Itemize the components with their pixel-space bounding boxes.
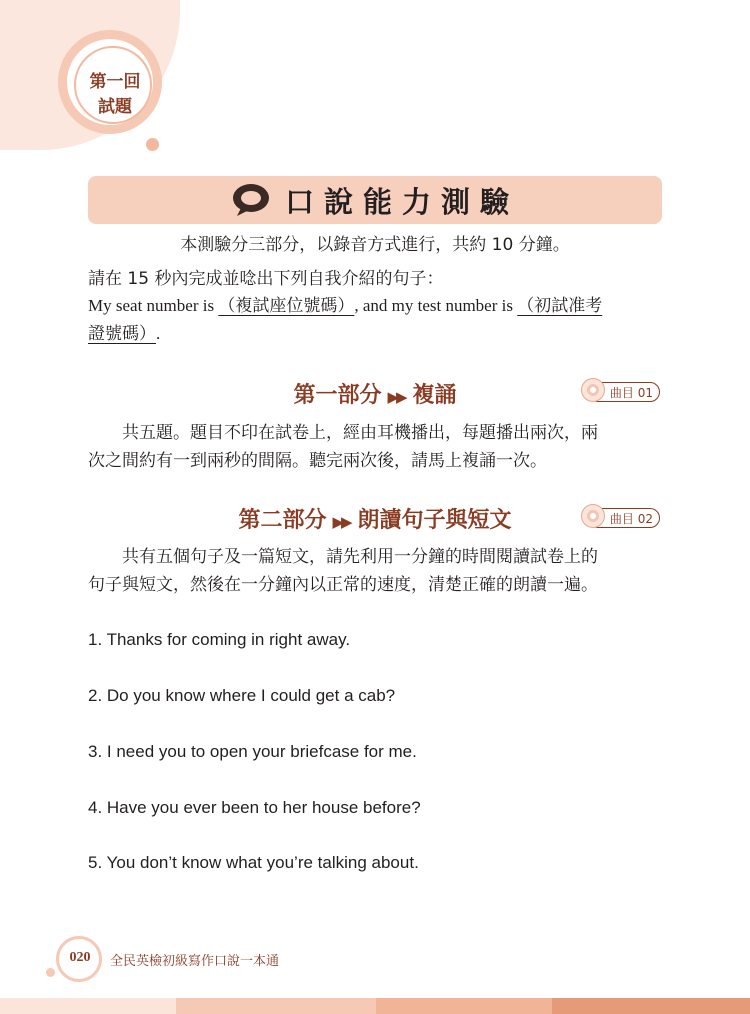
- bottom-strip-4: [552, 998, 750, 1014]
- track-01-badge: [588, 382, 660, 402]
- part1-title: 第一部分: [293, 383, 382, 408]
- badge-line2: 試題: [98, 97, 132, 117]
- badge-line1: 第一回: [89, 72, 141, 92]
- part1-heading: [88, 378, 662, 409]
- round-badge: [74, 70, 156, 120]
- sentence-item: 3. I need you to open your briefcase for me.: [88, 742, 417, 761]
- part2-title: 第二部分: [238, 508, 327, 533]
- section-title-bar: [88, 176, 662, 224]
- track-01-label: 曲目 01: [609, 385, 653, 400]
- bottom-strip-2: [176, 998, 376, 1014]
- page-title: 口說能力測驗: [284, 184, 519, 219]
- test-number-blank-b: 證號碼）: [88, 324, 156, 344]
- instruction-text: 請在 15 秒內完成並唸出下列自我介紹的句子：: [88, 269, 444, 289]
- part2-subtitle: 朗讀句子與短文: [357, 508, 512, 533]
- sentence-item: 5. You don’t know what you’re talking about.: [88, 853, 419, 872]
- part1-subtitle: 複誦: [412, 383, 457, 408]
- footer-dot: [46, 968, 55, 977]
- self-intro-end: .: [156, 324, 161, 343]
- badge-dot: [146, 138, 159, 151]
- sentence-item: 1. Thanks for coming in right away.: [88, 630, 351, 649]
- test-number-blank-a: （初試准考: [517, 296, 603, 316]
- self-intro-line1: [88, 293, 668, 319]
- sentence-item: 4. Have you ever been to her house before?: [88, 798, 421, 817]
- track-02-label: 曲目 02: [609, 511, 653, 526]
- book-title: 全民英檢初級寫作口說一本通: [110, 954, 280, 969]
- part1-desc-line1: 共五題。題目不印在試卷上，經由耳機播出，每題播出兩次，兩: [88, 423, 598, 443]
- cd-icon: [581, 504, 605, 528]
- fast-forward-icon: ▶▶: [332, 513, 350, 531]
- part1-description: [88, 419, 662, 475]
- intro-text: 本測驗分三部分，以錄音方式進行，共約 10 分鐘。: [180, 235, 570, 255]
- self-intro-line2: [88, 321, 160, 347]
- cd-icon: [581, 378, 605, 402]
- part2-description: [88, 543, 662, 599]
- sentence-item: 2. Do you know where I could get a cab?: [88, 686, 396, 705]
- self-intro-part2: , and my test number is: [354, 296, 518, 315]
- track-02-badge: [588, 508, 660, 528]
- seat-number-blank: （複試座位號碼）: [218, 296, 355, 316]
- bottom-strip-3: [376, 998, 552, 1014]
- part2-desc-line2: 句子與短文，然後在一分鐘內以正常的速度，清楚正確的朗讀一遍。: [88, 575, 598, 595]
- speech-bubble-icon: [231, 183, 271, 217]
- self-intro-part1: My seat number is: [88, 296, 219, 315]
- page-number: 020: [69, 950, 91, 965]
- part1-desc-line2: 次之間約有一到兩秒的間隔。聽完兩次後，請馬上複誦一次。: [88, 451, 547, 471]
- part2-heading: [88, 503, 662, 534]
- fast-forward-icon: ▶▶: [387, 388, 405, 406]
- bottom-strip-1: [0, 998, 176, 1014]
- part2-desc-line1: 共有五個句子及一篇短文，請先利用一分鐘的時間閱讀試卷上的: [88, 547, 598, 567]
